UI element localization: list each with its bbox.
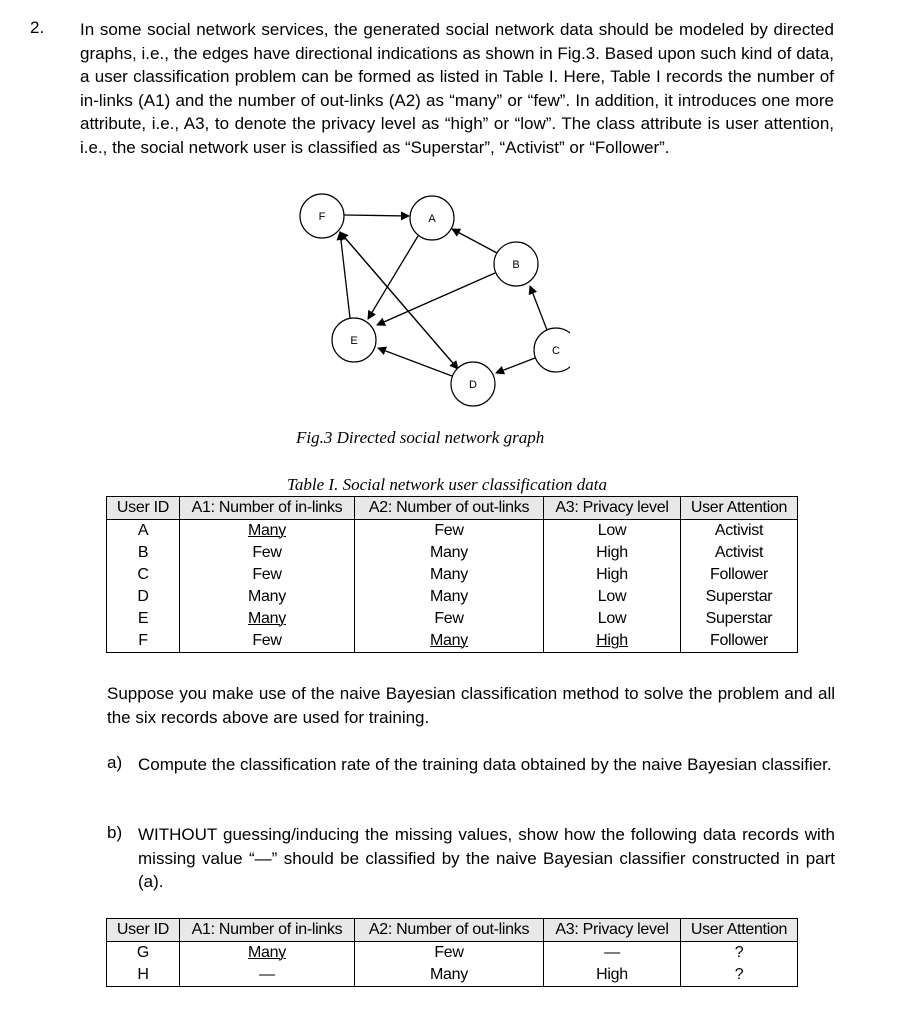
table-row: [107, 964, 798, 987]
edge-e-to-f: [340, 232, 350, 318]
edge-c-to-b: [530, 286, 547, 330]
cell: Many: [180, 942, 355, 965]
cell: Many: [355, 586, 544, 608]
cell: Superstar: [681, 608, 798, 630]
cell: ?: [681, 964, 798, 987]
cell: High: [544, 964, 681, 987]
part-a-label: a): [107, 753, 123, 772]
header-a3: A3: Privacy level: [544, 919, 681, 942]
svg-text:A: A: [428, 213, 436, 225]
table-row: [107, 542, 798, 564]
missing-values-table: [106, 918, 798, 987]
cell: Few: [180, 564, 355, 586]
node-d: [451, 362, 495, 406]
cell: C: [107, 564, 180, 586]
suppose-paragraph: Suppose you make use of the naive Bayesian classification method to solve the problem and all the six records above are used for training.: [107, 684, 835, 727]
edge-c-to-d: [496, 358, 535, 373]
header-attention: User Attention: [681, 919, 798, 942]
cell: Many: [355, 964, 544, 987]
part-b-label: b): [107, 823, 123, 842]
table-row: [107, 520, 798, 543]
cell: ?: [681, 942, 798, 965]
cell: Low: [544, 608, 681, 630]
cell: Many: [180, 520, 355, 543]
cell: Many: [180, 586, 355, 608]
table-row: [107, 942, 798, 965]
table-row: [107, 564, 798, 586]
figure-caption: Fig.3 Directed social network graph: [296, 428, 545, 447]
cell: Few: [180, 542, 355, 564]
part-b-text: WITHOUT guessing/inducing the missing values, show how the following data records with missing value “—” should be classified by the naive Bayesian classifier constructed in part (a).: [138, 825, 835, 892]
cell: B: [107, 542, 180, 564]
edge-f-to-a: [344, 215, 409, 216]
node-b: [494, 242, 538, 286]
cell: Many: [355, 630, 544, 653]
cell: H: [107, 964, 180, 987]
cell: Many: [180, 608, 355, 630]
node-e: [332, 318, 376, 362]
svg-text:F: F: [318, 211, 326, 223]
cell: Follower: [681, 564, 798, 586]
edge-b-to-e: [377, 273, 495, 325]
edge-a-to-e: [368, 236, 418, 319]
header-user-id: User ID: [107, 497, 180, 520]
table-row: [107, 586, 798, 608]
part-a-text: Compute the classification rate of the training data obtained by the naive Bayesian classifier.: [138, 755, 832, 774]
cell: Few: [355, 520, 544, 543]
cell: D: [107, 586, 180, 608]
table-header-row: [107, 497, 798, 520]
cell: Many: [355, 542, 544, 564]
table-caption: Table I. Social network user classification data: [287, 475, 607, 494]
cell: A: [107, 520, 180, 543]
cell: E: [107, 608, 180, 630]
cell: Low: [544, 520, 681, 543]
cell: —: [544, 942, 681, 965]
svg-text:E: E: [350, 335, 358, 347]
edge-b-to-a: [452, 229, 497, 253]
cell: Few: [355, 942, 544, 965]
cell: Few: [180, 630, 355, 653]
header-a2: A2: Number of out-links: [355, 919, 544, 942]
table-row: [107, 630, 798, 653]
header-a2: A2: Number of out-links: [355, 497, 544, 520]
cell: Activist: [681, 520, 798, 543]
cell: Low: [544, 586, 681, 608]
cell: Superstar: [681, 586, 798, 608]
node-c: [534, 328, 570, 372]
header-a1: A1: Number of in-links: [180, 919, 355, 942]
node-f: [300, 194, 344, 238]
cell: G: [107, 942, 180, 965]
svg-text:C: C: [552, 345, 560, 357]
table-header-row: [107, 919, 798, 942]
directed-graph-figure: [290, 188, 570, 413]
cell: Follower: [681, 630, 798, 653]
cell: Few: [355, 608, 544, 630]
cell: Many: [355, 564, 544, 586]
table-row: [107, 608, 798, 630]
question-intro: In some social network services, the generated social network data should be modeled by directed graphs, i.e., the edges have directional indications as shown in Fig.3. Based upon such kind of data, a user classification problem can be formed as listed in Table I. Here, Table I records the number of in-links (A1) and the number of out-links (A2) as “many” or “few”. In addition, it introduces one more attribute, i.e., A3, to denote the privacy level as “high” or “low”. The class attribute is user attention, i.e., the social network user is classified as “Superstar”, “Activist” or “Follower”.: [80, 20, 834, 157]
cell: Activist: [681, 542, 798, 564]
node-a: [410, 196, 454, 240]
question-number: 2.: [30, 18, 45, 37]
cell: High: [544, 542, 681, 564]
header-attention: User Attention: [681, 497, 798, 520]
svg-text:B: B: [512, 259, 520, 271]
cell: F: [107, 630, 180, 653]
svg-text:D: D: [469, 379, 477, 391]
edge-d-to-e: [378, 348, 452, 376]
header-a3: A3: Privacy level: [544, 497, 681, 520]
classification-table: [106, 496, 798, 653]
cell: High: [544, 564, 681, 586]
header-a1: A1: Number of in-links: [180, 497, 355, 520]
cell: High: [544, 630, 681, 653]
header-user-id: User ID: [107, 919, 180, 942]
cell: —: [180, 964, 355, 987]
